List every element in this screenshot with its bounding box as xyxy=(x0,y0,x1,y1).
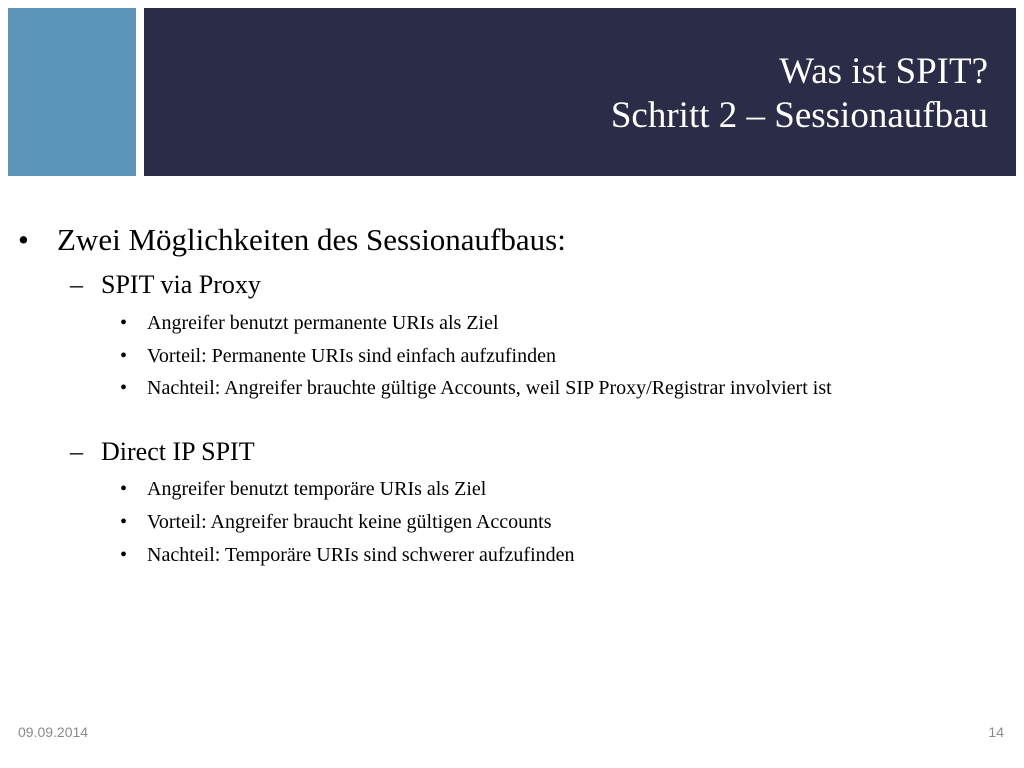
list-item-text: Nachteil: Angreifer brauchte gültige Accounts, weil SIP Proxy/Registrar involviert ist xyxy=(147,377,832,399)
bullet-main-text: Zwei Möglichkeiten des Sessionaufbaus: xyxy=(57,222,566,257)
dash-marker: – xyxy=(70,437,83,466)
bullet-main xyxy=(18,220,566,260)
list-item-text: Angreifer benutzt permanente URIs als Ziel xyxy=(147,312,499,334)
list-item-text: Nachteil: Temporäre URIs sind schwerer aufzufinden xyxy=(147,544,575,566)
dash-marker: – xyxy=(70,270,83,299)
list-item-text: Vorteil: Angreifer braucht keine gültigen Accounts xyxy=(147,511,552,533)
list-item xyxy=(120,508,990,536)
bullet-marker: • xyxy=(120,544,128,566)
bullet-marker: • xyxy=(120,345,128,367)
bullet-marker: • xyxy=(18,222,29,257)
title-line-2: Schritt 2 – Sessionaufbau xyxy=(610,95,988,136)
slide-title xyxy=(611,50,988,138)
bullet-marker: • xyxy=(120,312,128,334)
footer-date: 09.09.2014 xyxy=(18,724,89,740)
section-heading-proxy xyxy=(70,268,261,302)
bullet-marker: • xyxy=(120,511,128,533)
bullet-marker: • xyxy=(120,377,128,399)
list-item-text: Vorteil: Permanente URIs sind einfach aufzufinden xyxy=(147,345,556,367)
list-item-text: Angreifer benutzt temporäre URIs als Ziel xyxy=(147,478,487,500)
title-line-1: Was ist SPIT? xyxy=(779,51,988,92)
title-bar xyxy=(144,8,1016,176)
list-item xyxy=(120,541,990,569)
page-number: 14 xyxy=(988,724,1004,740)
section-heading-text: Direct IP SPIT xyxy=(101,437,255,466)
list-item xyxy=(120,475,990,503)
accent-block xyxy=(8,8,136,176)
section-heading-text: SPIT via Proxy xyxy=(101,270,261,299)
list-item xyxy=(120,374,990,402)
list-item xyxy=(120,342,990,370)
bullet-marker: • xyxy=(120,478,128,500)
section-heading-direct-ip xyxy=(70,435,255,469)
list-item xyxy=(120,309,990,337)
